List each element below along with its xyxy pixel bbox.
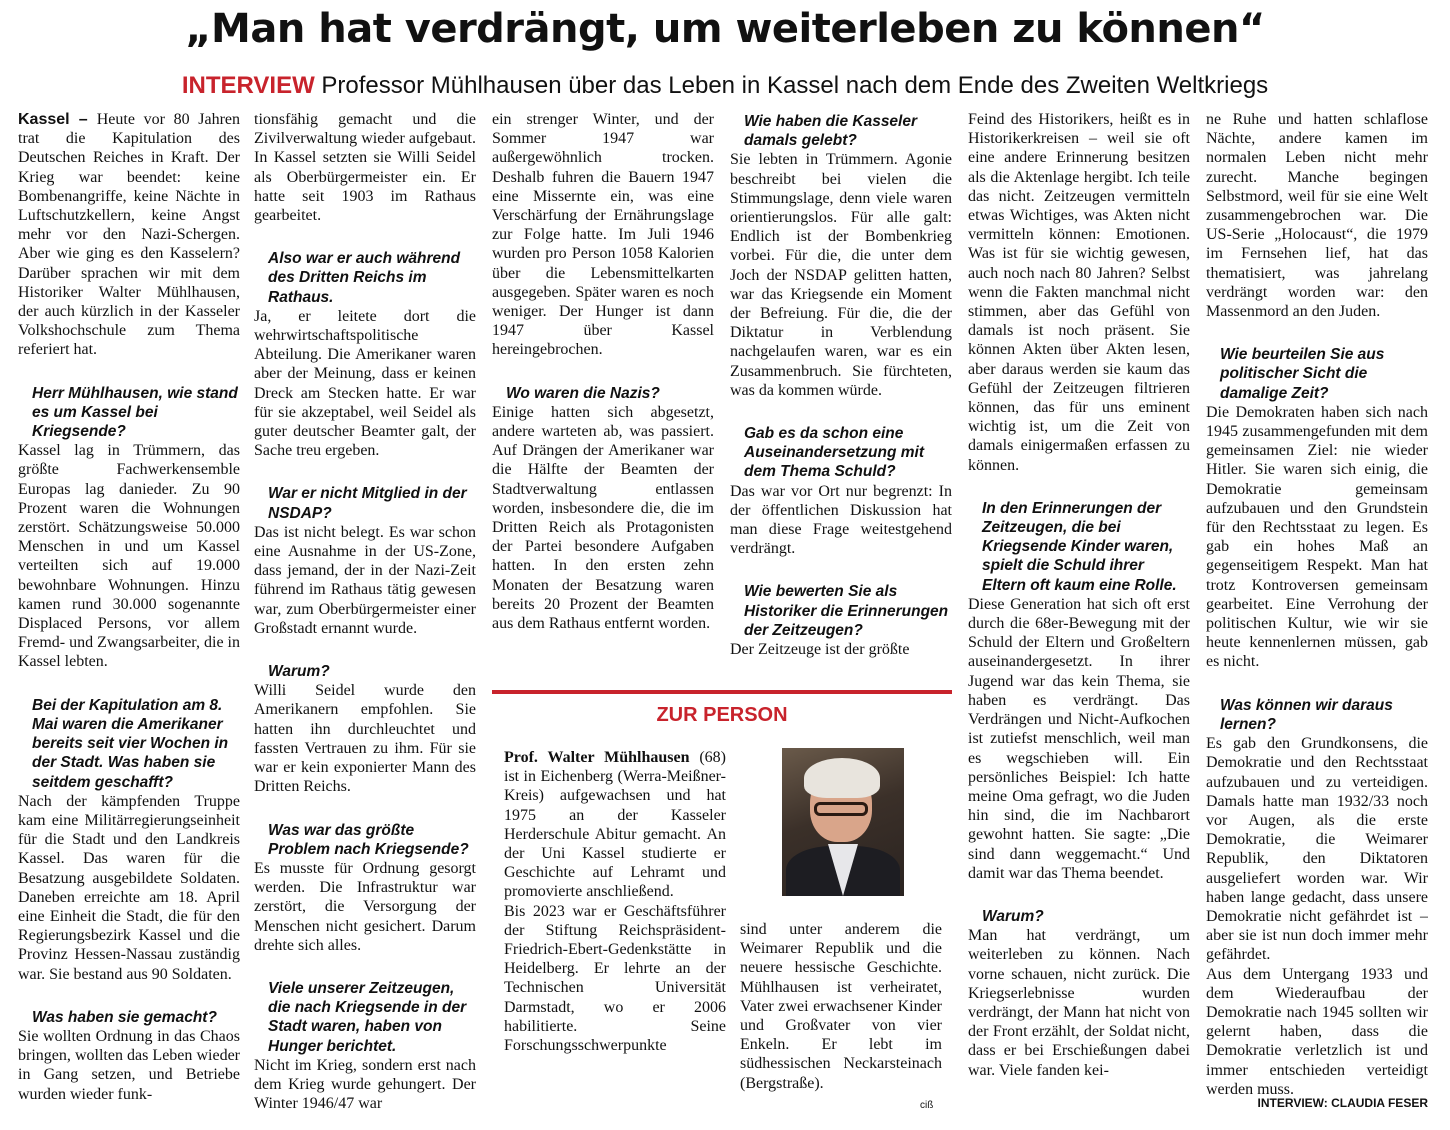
interview-question: War er nicht Mitglied in der NSDAP? — [268, 485, 467, 522]
interview-answer: ne Ruhe und hatten schlaflose Nächte, andere kamen im normalen Leben nicht mehr zurecht. Manche begingen Selbstmord, weil für sie eine Welt zusammengebrochen war. Die US-Serie „Holocaust“, die 1979 im Fernsehen lief, hat das thematisiert, was jahrelang verdrängt worden war: den Massenmord an den Juden. — [1206, 111, 1428, 321]
box-rule — [492, 690, 952, 694]
subheadline — [0, 72, 1450, 100]
bio-column-2 — [740, 920, 942, 1120]
interview-answer: Nach der kämpfenden Truppe kam eine Militärregierungseinheit für die Stadt und den Landkreis Kassel. Das waren für die Besatzung ausgebildete Soldaten. Daneben erreichte am 18. April eine Einheit die Stadt, die für den Regierungsbezirk Kassel und die Provinz Hessen-Nassau zuständig war. Sie bestand aus 90 Soldaten. — [18, 792, 240, 983]
interview-question: Warum? — [268, 663, 330, 681]
interview-answer: Das war vor Ort nur begrenzt: In der öffentlichen Diskussion hat man diese Frage weitestgehend verdrängt. — [730, 482, 952, 558]
interview-answer: Diese Generation hat sich oft erst durch die 68er-Bewegung mit der Schuld der Eltern und Großeltern auseinandergesetzt. In ihrer Jugend war das kein Thema, sie haben es verdrängt. Das Verdrängen und Nicht-Aufkochen ist zutiefst menschlich, weil man es wegschieben will. Ein persönliches Beispiel: Ich hatte meine Oma gefragt, wo die Juden hin sind, die im Nachbarort gewohnt hatten. Sie sagte: „Die sind dann weggemacht.“ Und damit war das Thema beendet. — [968, 595, 1190, 882]
interview-answer: Ja, er leitete dort die wehrwirtschaftspolitische Abteilung. Die Amerikaner waren aber der Meinung, dass er keinen Dreck am Stecken hatte. Er war für sie akzeptabel, weil Seidel als guter deutscher Beamter galt, der Sache treu ergeben. — [254, 307, 476, 460]
subheadline-kicker: INTERVIEW — [181, 72, 315, 99]
interview-question: Was können wir daraus lernen? — [1220, 696, 1393, 733]
interview-question: In den Erinnerungen der Zeitzeugen, die bei Kriegsende Kinder waren, spielt die Schuld ihrer Eltern oft kaum eine Rolle. — [982, 499, 1177, 594]
interview-credit: INTERVIEW: CLAUDIA FESER — [1257, 1096, 1428, 1110]
interview-question: Gab es da schon eine Auseinandersetzung mit dem Thema Schuld? — [744, 425, 924, 481]
interview-answer: Der Zeitzeuge ist der größte — [730, 641, 910, 659]
lead-text: Heute vor 80 Jahren trat die Kapitulation des Deutschen Reiches in Kraft. Der Krieg war beendet: keine Bombenangriffe, keine Nächte in Luftschutzkellern, keine Angst mehr vor den Nazi-Schergen. Aber wie ging es den Kasselern? Darüber sprachen wir mit dem Historiker Walter Mühlhausen, der auch kürzlich in der Kasseler Volkshochschule zum Thema referiert hat. — [18, 111, 240, 359]
interview-answer: Feind des Historikers, heißt es in Historikerkreisen – weil sie oft eine andere Erinnerung besitzen als die Aktenlage hergibt. Ich teile das nicht. Zeitzeugen vermitteln etwas Wichtiges, was Akten nicht vermitteln können: Emotionen. Was ist für sie wichtig gewesen, auch noch nach 80 Jahren? Selbst wenn die Fakten manchmal nicht stimmen, aber das Gefühl von damals ist noch präsent. Sie können Akten über Akten lesen, aber daraus werden sie kaum das Gefühl der Zeitzeugen filtrieren können, das für uns eminent wichtig ist, um die Zeit von damals einigermaßen erfassen zu können. — [968, 111, 1190, 474]
article-column-1 — [18, 110, 240, 1122]
interview-answer: Sie wollten Ordnung in das Chaos bringen, wollten das Leben wieder in Gang setzen, und Betriebe wurden wieder funk- — [18, 1027, 240, 1103]
article-column-4 — [730, 110, 952, 670]
article-column-5 — [968, 110, 1190, 1122]
interview-answer: Das ist nicht belegt. Es war schon eine Ausnahme in der US-Zone, dass jemand, der in der Nazi-Zeit führend im Rathaus tätig gewesen war, zum Oberbürgermeister einer Großstadt ernannt wurde. — [254, 523, 476, 637]
interview-question: Warum? — [982, 907, 1044, 925]
box-title: ZUR PERSON — [656, 704, 788, 726]
interview-answer: Kassel lag in Trümmern, das größte Fachwerkensemble Europas lag danieder. Zu 90 Prozent waren die Wohnungen zerstört. Schätzungsweise 50.000 Menschen in und um Kassel verteilten sich auf 19.000 bewohnbare Wohnungen. Hinzu kamen rund 30.000 sogenannte Displaced Persons, vor allem Fremd- und Zwangsarbeiter, die in Kassel lebten. — [18, 442, 240, 671]
article-column-3 — [492, 110, 714, 670]
interview-answer: Es gab den Grundkonsens, die Demokratie und den Rechtsstaat aufzubauen und zu verteidigen. Damals hatte man 1932/33 noch vor Augen, als die erste Demokratie, die Weimarer Republik, den Diktatoren ausgeliefert worden war. Wir haben lange gedacht, dass unsere Demokratie nicht gefährdet ist – aber sie ist nun doch immer mehr gefährdet. — [1206, 735, 1428, 964]
interview-answer: Sie lebten in Trümmern. Agonie beschreibt bei vielen die Stimmungslage, denn viele waren orientierungslos. Für alle galt: Endlich ist der Bombenkrieg vorbei. Für die, die unter dem Joch der NSDAP gelitten hatten, war das Kriegsende ein Moment der Befreiung. Für die, die der Diktatur in Verblendung nachgelaufen waren, war es ein Zusammenbruch. Sie fürchteten, was da kommen würde. — [730, 151, 952, 399]
article-column-6 — [1206, 110, 1428, 1122]
article-lead — [18, 110, 240, 360]
interview-answer: ein strenger Winter, und der Sommer 1947 war außergewöhnlich trocken. Deshalb fuhren die Bauern 1947 eine Missernte ein, was eine Verschärfung der Ernährungslage zur Folge hatte. Im Juli 1946 wurden pro Person 1058 Kalorien über die Lebensmittelkarten ausgegeben. Später waren es noch weniger. Der Hunger ist dann 1947 über Kassel hereingebrochen. — [492, 111, 714, 359]
interview-question: Was haben sie gemacht? — [32, 1008, 217, 1026]
interview-question: Wie beurteilen Sie aus politischer Sicht die damalige Zeit? — [1220, 346, 1385, 402]
subheadline-text: Professor Mühlhausen über das Leben in Kassel nach dem Ende des Zweiten Weltkriegs — [321, 72, 1269, 99]
interview-answer: Es musste für Ordnung gesorgt werden. Die Infrastruktur war zerstört, die Versorgung der Menschen nicht gesichert. Darum drehte sich alles. — [254, 859, 476, 954]
portrait-photo — [782, 748, 904, 896]
bio-text-1: (68) ist in Eichenberg (Werra-Meißner-Kreis) aufgewachsen und hat 1975 an der Kasseler Herderschule Abitur gemacht. An der Uni Kassel studierte er Geschichte auf Lehramt und promovierte anschließend. — [504, 749, 726, 901]
interview-answer: tionsfähig gemacht und die Zivilverwaltung wieder aufgebaut. In Kassel setzten sie Willi Seidel als Oberbürgermeister ein. Er hatte seit 1903 im Rathaus gearbeitet. — [254, 111, 476, 225]
article-column-2 — [254, 110, 476, 1122]
interview-answer: Die Demokraten haben sich nach 1945 zusammengefunden mit dem gemeinsamen Ziel: nie wieder Hitler. Sie waren sich einig, die Demokratie gemeinsam aufzubauen und den Grundstein für den Rechtsstaat zu legen. Es gab ein hohes Maß an gegenseitigem Respekt. Man hat trotz Kontroversen gemeinsam gearbeitet. Eine Verrohung der politischen Kultur, wie wir sie heute kennenlernen müssen, gab es nicht. — [1206, 403, 1428, 671]
interview-question: Wie bewerten Sie als Historiker die Erinnerungen der Zeitzeugen? — [744, 583, 949, 639]
interview-question: Viele unserer Zeitzeugen, die nach Kriegsende in der Stadt waren, haben von Hunger berichtet. — [268, 979, 467, 1055]
bio-column-1 — [504, 748, 726, 1120]
bio-text-3: sind unter anderem die Weimarer Republik und die neuere hessische Geschichte. Mühlhausen ist verheiratet, Vater zwei erwachsener Kinder und Großvater von vier Enkeln. Er lebt im südhessischen Neckarsteinach (Bergstraße). — [740, 921, 942, 1092]
author-signature: ciß — [920, 1100, 934, 1111]
interview-question: Wo waren die Nazis? — [506, 384, 660, 402]
interview-answer: Einige hatten sich abgesetzt, andere warteten ab, was passiert. Auf Drängen der Amerikaner war die Hälfte der Beamten der Stadtverwaltung entlassen worden, insbesondere die, die im Dritten Reich als Protagonisten der Partei besondere Aufgaben hatten. In den ersten zehn Monaten der Besatzung waren bereits 20 Prozent der Beamten aus dem Rathaus entfernt worden. — [492, 403, 714, 633]
interview-answer: Man hat verdrängt, um weiterleben zu können. Nach vorne schauen, nicht zurück. Die Kriegserlebnisse wurden verdrängt, der Mann hat nicht von der Front erzählt, der Soldat nicht, dass er bei Erschießungen dabei war. Viele fanden kei- — [968, 927, 1190, 1079]
headline: „Man hat verdrängt, um weiterleben zu können“ — [185, 6, 1265, 52]
interview-question: Also war er auch während des Dritten Reichs im Rathaus. — [268, 250, 461, 306]
interview-question: Was war das größte Problem nach Kriegsende? — [268, 821, 469, 858]
interview-question: Bei der Kapitulation am 8. Mai waren die Amerikaner bereits seit vier Wochen in der Stadt. Was haben sie seitdem geschafft? — [32, 696, 229, 791]
bio-text-2: Bis 2023 war er Geschäftsführer der Stiftung Reichspräsident-Friedrich-Ebert-Gedenkstätte in Heidelberg. Er lehrte an der Technischen Universität Darmstadt, wo er 2006 habilitierte. Seine Forschungsschwerpunkte — [504, 902, 726, 1055]
bio-name: Prof. Walter Mühlhausen — [504, 749, 690, 766]
interview-answer: Aus dem Untergang 1933 und dem Wiederaufbau der Demokratie nach 1945 sollten wir gelernt haben, dass die Demokratie verletzlich ist und immer entschieden verteidigt werden muss. — [1206, 965, 1428, 1098]
interview-answer: Nicht im Krieg, sondern erst nach dem Krieg wurde gehungert. Der Winter 1946/47 war — [254, 1056, 476, 1113]
dateline: Kassel – — [18, 111, 97, 128]
interview-question: Herr Mühlhausen, wie stand es um Kassel bei Kriegsende? — [32, 384, 238, 441]
interview-answer: Willi Seidel wurde den Amerikanern empfohlen. Sie hatten ihn durchleuchtet und fassten Vertrauen zu ihm. Für sie war er kein exponierter Mann des Dritten Reichs. — [254, 682, 476, 796]
interview-question: Wie haben die Kasseler damals gelebt? — [744, 113, 918, 150]
